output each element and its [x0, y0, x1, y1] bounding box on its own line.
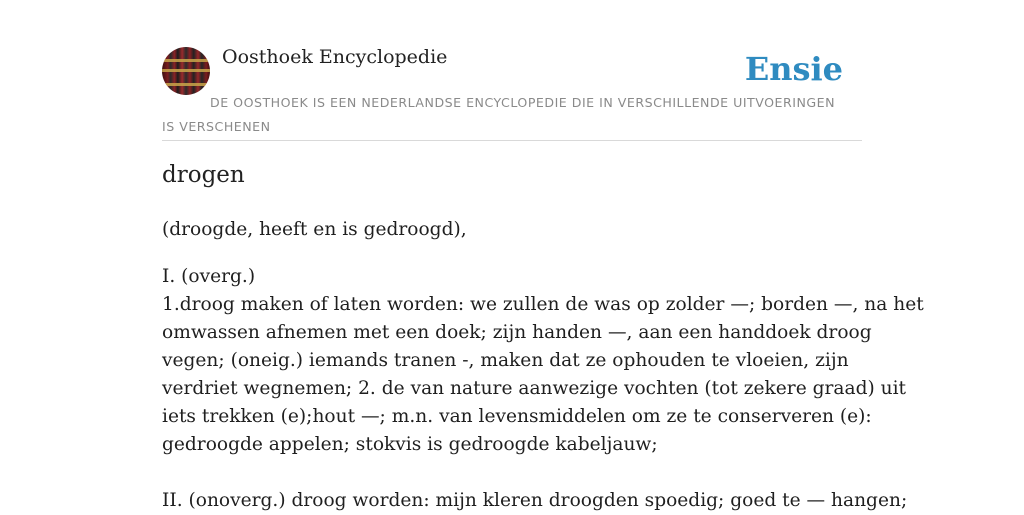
- article-section-1: [162, 263, 924, 459]
- site-name-link[interactable]: Oosthoek Encyclopedie: [222, 46, 448, 68]
- article-section-2: II. (onoverg.) droog worden: mijn kleren droogden spoedig; goed te — hangen;: [162, 490, 908, 511]
- section-line: vegen; (oneig.) iemands tranen -, maken dat ze ophouden te vloeien, zijn: [162, 350, 849, 371]
- encyclopedia-books-avatar[interactable]: [162, 47, 210, 95]
- section-line: 1.droog maken of laten worden: we zullen de was op zolder —; borden —, na het: [162, 294, 924, 315]
- site-header: [162, 0, 862, 141]
- article-title: drogen: [162, 162, 245, 188]
- site-tagline: DE OOSTHOEK IS EEN NEDERLANDSE ENCYCLOPEDIE DIE IN VERSCHILLENDE UITVOERINGEN IS VERSCHENEN: [162, 95, 836, 134]
- page-container: [162, 0, 924, 511]
- section-line: verdriet wegnemen; 2. de van nature aanwezige vochten (tot zekere graad) uit: [162, 378, 907, 399]
- section-line: I. (overg.): [162, 266, 256, 287]
- section-line: gedroogde appelen; stokvis is gedroogde kabeljauw;: [162, 434, 658, 455]
- article-forms: (droogde, heeft en is gedroogd),: [162, 219, 467, 240]
- ensie-logo[interactable]: Ensie: [744, 50, 843, 88]
- section-line: omwassen afnemen met een doek; zijn handen —, aan een handdoek droog: [162, 322, 872, 343]
- section-line: iets trekken (e);hout —; m.n. van levensmiddelen om ze te conserveren (e):: [162, 406, 872, 427]
